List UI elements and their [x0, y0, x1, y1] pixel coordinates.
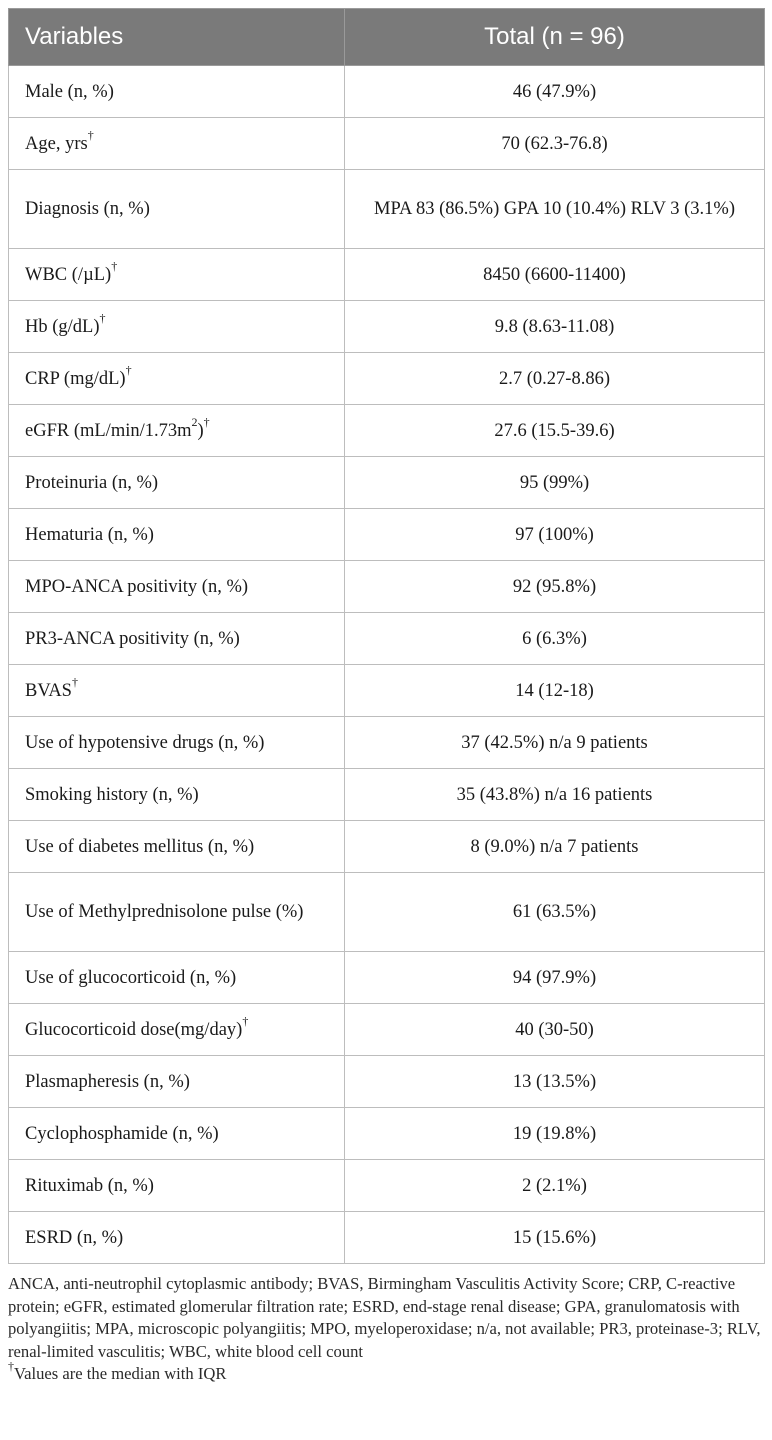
table-row: [9, 665, 765, 717]
variable-cell: [9, 769, 345, 821]
dagger-footnote: [8, 1359, 764, 1386]
table-row: [9, 405, 765, 457]
superscript-mark: †: [87, 128, 94, 143]
variable-label: Use of diabetes mellitus (n, %): [25, 836, 255, 857]
variable-cell: [9, 170, 345, 249]
value-cell: 14 (12-18): [345, 665, 765, 717]
variable-cell: [9, 1004, 345, 1056]
table-row: [9, 1004, 765, 1056]
variable-cell: [9, 1056, 345, 1108]
superscript-mark: †: [125, 363, 132, 378]
variable-cell: [9, 301, 345, 353]
variable-label: Glucocorticoid dose(mg/day): [25, 1019, 243, 1040]
variable-label: Hematuria (n, %): [25, 524, 154, 545]
value-cell: 2.7 (0.27-8.86): [345, 353, 765, 405]
superscript-mark: †: [71, 675, 78, 690]
variable-label: Use of Methylprednisolone pulse (%): [25, 902, 304, 922]
value-cell: 9.8 (8.63-11.08): [345, 301, 765, 353]
superscript-mark: †: [242, 1014, 249, 1029]
table-row: [9, 301, 765, 353]
variable-cell: [9, 1212, 345, 1264]
variable-cell: [9, 717, 345, 769]
value-cell: 6 (6.3%): [345, 613, 765, 665]
table-row: [9, 1160, 765, 1212]
value-cell: 27.6 (15.5-39.6): [345, 405, 765, 457]
table-row: [9, 952, 765, 1004]
value-cell: 94 (97.9%): [345, 952, 765, 1004]
value-cell: MPA 83 (86.5%) GPA 10 (10.4%) RLV 3 (3.1%): [345, 170, 765, 249]
superscript-mark: 2: [191, 415, 198, 430]
value-cell: 8 (9.0%) n/a 7 patients: [345, 821, 765, 873]
value-cell: 13 (13.5%): [345, 1056, 765, 1108]
value-cell: 40 (30-50): [345, 1004, 765, 1056]
variable-label: WBC (/µL): [25, 264, 112, 285]
value-cell: 19 (19.8%): [345, 1108, 765, 1160]
superscript-mark: †: [111, 259, 118, 274]
table-row: [9, 873, 765, 952]
variable-label: eGFR (mL/min/1.73m: [25, 420, 192, 441]
variable-cell: [9, 405, 345, 457]
table-row: [9, 118, 765, 170]
value-cell: 8450 (6600-11400): [345, 249, 765, 301]
value-cell: 92 (95.8%): [345, 561, 765, 613]
table-row: [9, 821, 765, 873]
table-row: [9, 561, 765, 613]
table-footnotes: [8, 1273, 764, 1386]
variable-label: Plasmapheresis (n, %): [25, 1071, 190, 1092]
dagger-note-text: Values are the median with IQR: [14, 1364, 227, 1383]
variable-label: Proteinuria (n, %): [25, 472, 159, 493]
table-row: [9, 353, 765, 405]
table-row: [9, 249, 765, 301]
variable-cell: [9, 353, 345, 405]
variable-label: Smoking history (n, %): [25, 784, 199, 805]
variable-label: Hb (g/dL): [25, 316, 100, 337]
variable-label: Male (n, %): [25, 81, 114, 102]
variable-cell: [9, 952, 345, 1004]
value-cell: 95 (99%): [345, 457, 765, 509]
variable-cell: [9, 118, 345, 170]
table-row: [9, 1056, 765, 1108]
table-row: [9, 769, 765, 821]
table-row: [9, 457, 765, 509]
table-row: [9, 170, 765, 249]
variable-label: Age, yrs: [25, 133, 88, 154]
header-total: Total (n = 96): [345, 9, 765, 66]
value-cell: 70 (62.3-76.8): [345, 118, 765, 170]
value-cell: 97 (100%): [345, 509, 765, 561]
variable-label: BVAS: [25, 680, 72, 701]
value-cell: 61 (63.5%): [345, 873, 765, 952]
variable-label: MPO-ANCA positivity (n, %): [25, 576, 249, 597]
value-cell: 46 (47.9%): [345, 66, 765, 118]
variable-cell: [9, 249, 345, 301]
variable-cell: [9, 1108, 345, 1160]
variable-label: Use of hypotensive drugs (n, %): [25, 732, 265, 753]
variable-cell: [9, 66, 345, 118]
variable-label-suffix: ): [197, 420, 204, 441]
superscript-mark: †: [203, 415, 210, 430]
value-cell: 35 (43.8%) n/a 16 patients: [345, 769, 765, 821]
baseline-characteristics-table: [8, 8, 765, 1264]
variable-cell: [9, 613, 345, 665]
table-row: [9, 717, 765, 769]
variable-label: CRP (mg/dL): [25, 368, 126, 389]
variable-cell: [9, 1160, 345, 1212]
variable-label: Use of glucocorticoid (n, %): [25, 967, 237, 988]
variable-cell: [9, 457, 345, 509]
variable-label: PR3-ANCA positivity (n, %): [25, 628, 240, 649]
value-cell: 37 (42.5%) n/a 9 patients: [345, 717, 765, 769]
variable-cell: [9, 509, 345, 561]
table-figure: [8, 8, 764, 1386]
table-body: [9, 66, 765, 1264]
table-row: [9, 1212, 765, 1264]
superscript-mark: †: [99, 311, 106, 326]
header-row: [9, 9, 765, 66]
variable-cell: [9, 821, 345, 873]
variable-cell: [9, 665, 345, 717]
header-variables: Variables: [9, 9, 345, 66]
variable-label: Rituximab (n, %): [25, 1175, 154, 1196]
value-cell: 15 (15.6%): [345, 1212, 765, 1264]
variable-label: Diagnosis (n, %): [25, 199, 150, 219]
dagger-mark: †: [8, 1359, 14, 1374]
variable-label: Cyclophosphamide (n, %): [25, 1123, 219, 1144]
table-row: [9, 613, 765, 665]
table-row: [9, 1108, 765, 1160]
variable-cell: [9, 873, 345, 952]
variable-label: ESRD (n, %): [25, 1227, 124, 1248]
value-cell: 2 (2.1%): [345, 1160, 765, 1212]
table-row: [9, 66, 765, 118]
abbreviations-note: ANCA, anti-neutrophil cytoplasmic antibody; BVAS, Birmingham Vasculitis Activity Score; CRP, C-reactive protein; eGFR, estimated glomerular filtration rate; ESRD, end-stage renal disease; GPA, granulomatosis with polyangiitis; MPA, microscopic polyangiitis; MPO, myeloperoxidase; n/a, not available; PR3, proteinase-3; RLV, renal-limited vasculitis; WBC, white blood cell count: [8, 1274, 761, 1361]
variable-cell: [9, 561, 345, 613]
table-row: [9, 509, 765, 561]
